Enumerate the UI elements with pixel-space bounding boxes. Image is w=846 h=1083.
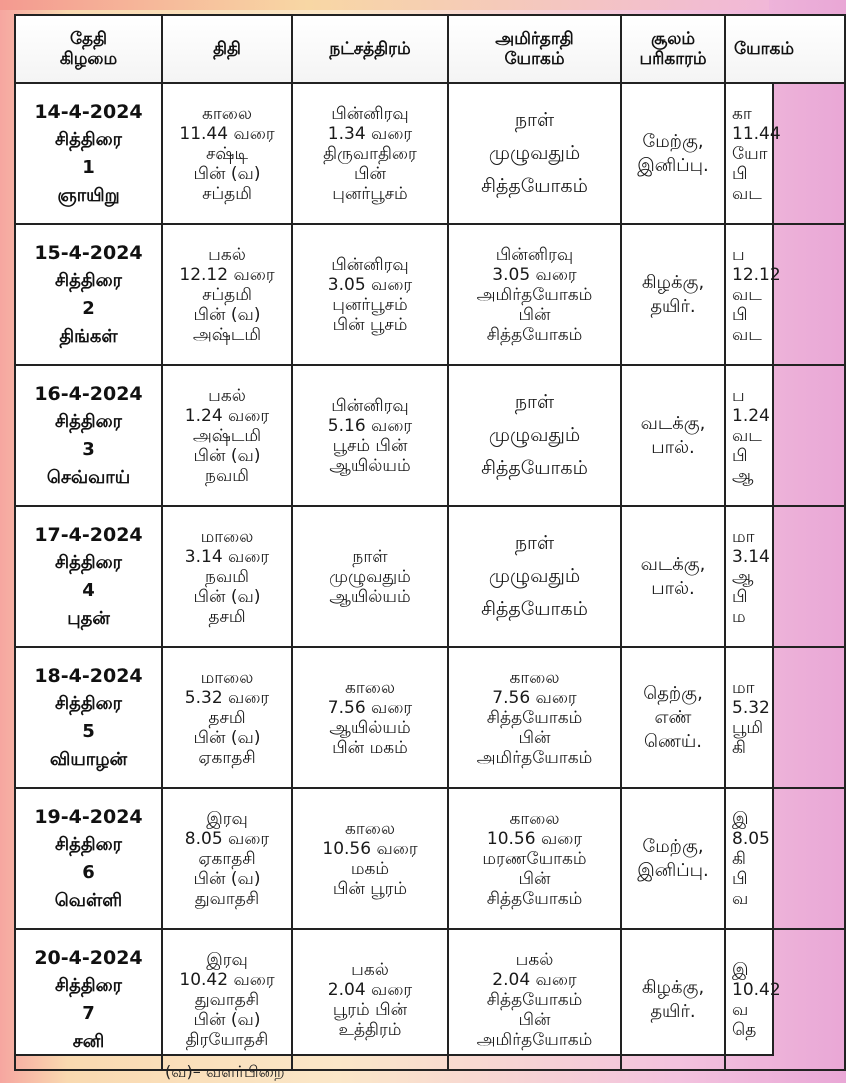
cell-thithi-line: 11.44 வரை [179,123,275,144]
cell-thithi-line: திரயோதசி [185,1029,269,1050]
cell-amirthathi-yogam-line: காலை [509,808,560,829]
cell-nakshatra-line: புனர்பூசம் [332,183,408,204]
cell-yogam-cut [725,929,845,1070]
cell-amirthathi-yogam-line: பின் [518,1009,551,1030]
cell-amirthathi-yogam-line: சித்தயோகம் [486,989,583,1010]
cell-yogam-cut [725,788,845,929]
cell-yogam-cut [725,506,845,647]
cell-amirthathi-yogam-line: பகல் [515,949,554,970]
cell-soolam-pariharam-line: எண் [654,706,692,728]
cell-thithi-line: பின் (வ) [193,445,261,466]
cell-date-line: வெள்ளி [54,889,123,911]
cell-soolam-pariharam-line: கிழக்கு, [641,271,705,293]
cell-yogam-cut-line: ப [732,244,745,265]
cell-amirthathi-yogam-line: முழுவதும் [488,565,581,587]
cell-soolam-pariharam-line: பால். [651,436,695,458]
cell-nakshatra-line: பூசம் பின் [332,435,408,456]
cell-nakshatra-line: பின்னிரவு [331,254,409,275]
cell-amirthathi-yogam-line: நாள் [514,532,555,554]
cell-soolam-pariharam-line: இனிப்பு. [637,859,709,881]
cell-soolam-pariharam-line: மேற்கு, [642,130,704,152]
cell-yogam-cut-line: மா [732,677,755,698]
cell-yogam-cut [725,365,845,506]
table-row [15,224,845,365]
cell-yogam-cut-line: வ [732,999,749,1020]
cell-amirthathi-yogam-line: பின்னிரவு [495,244,574,265]
cell-thithi-line: இரவு [206,808,248,829]
cell-thithi-line: சஷ்டி [206,143,248,164]
cell-date-line: 17-4-2024 [34,523,143,546]
cell-amirthathi-yogam-line: காலை [509,667,560,688]
header-amirthathi-yogam: அமிர்தாதி யோகம் [448,15,621,83]
cell-amirthathi-yogam-line: அமிர்தயோகம் [476,1029,593,1050]
cell-nakshatra [292,788,448,929]
cell-soolam-pariharam-line: வடக்கு, [640,412,706,434]
cell-thithi-line: தசமி [208,707,246,728]
cell-yogam-cut-line: இ [732,959,749,980]
cell-nakshatra-line: பின் மகம் [332,737,408,758]
cell-amirthathi-yogam [448,647,621,788]
cell-amirthathi-yogam-line: நாள் [514,109,555,131]
cell-yogam-cut-line: 8.05 [732,828,770,849]
header-soolam-pariharam: சூலம் பரிகாரம் [621,15,725,83]
cell-thithi-line: துவாதசி [194,888,260,909]
cell-soolam-pariharam [621,506,725,647]
cell-soolam-pariharam [621,929,725,1070]
cell-nakshatra-line: பின்னிரவு [331,395,409,416]
cell-amirthathi-yogam-line: சித்தயோகம் [481,598,588,620]
cell-date-line: சித்திரை [55,974,122,996]
cell-amirthathi-yogam-line: பின் [518,868,551,889]
cell-date [15,506,162,647]
cell-thithi-line: பின் (வ) [193,163,261,184]
cell-date-line: சனி [72,1030,105,1052]
cell-yogam-cut-line: ஆ [732,566,754,587]
cell-nakshatra-line: காலை [345,677,395,698]
cell-nakshatra-line: 7.56 வரை [327,697,413,718]
table-row [15,647,845,788]
cell-yogam-cut-line: பி [732,868,748,889]
cell-yogam-cut-line: பி [732,586,748,607]
cell-date [15,647,162,788]
cell-nakshatra-line: முழுவதும் [329,566,411,587]
cell-date-line: சித்திரை [55,410,122,432]
cell-nakshatra-line: நாள் [352,546,388,567]
cell-thithi [162,224,292,365]
cell-nakshatra-line: 3.05 வரை [327,274,413,295]
cell-thithi-line: பின் (வ) [193,868,261,889]
cell-nakshatra-line: பூரம் பின் [332,999,408,1020]
cell-soolam-pariharam [621,83,725,224]
cell-soolam-pariharam [621,788,725,929]
cell-thithi-line: பகல் [208,244,246,265]
cell-date-line: சித்திரை [55,833,122,855]
cell-nakshatra-line: பின் பூரம் [332,878,408,899]
cell-yogam-cut [725,647,845,788]
cell-nakshatra [292,224,448,365]
header-nakshatra: நட்சத்திரம் [292,15,448,83]
cell-soolam-pariharam-line: தயிர். [650,1000,696,1022]
cell-thithi-line: ஏகாதசி [198,747,256,768]
cell-yogam-cut-line: பூமி [732,717,764,738]
cell-soolam-pariharam-line: பால். [651,577,695,599]
cell-soolam-pariharam-line: தயிர். [650,295,696,317]
cell-nakshatra-line: திருவாதிரை [323,143,417,164]
cell-soolam-pariharam-line: தெற்கு, [643,682,703,704]
cell-yogam-cut-line: 11.44 [732,123,781,144]
cell-thithi-line: துவாதசி [194,989,260,1010]
cell-yogam-cut-line: 12.12 [732,264,781,285]
cell-date-line: 14-4-2024 [34,100,143,123]
cell-date-line: புதன் [67,607,110,629]
cell-thithi-line: பின் (வ) [193,727,261,748]
cell-amirthathi-yogam [448,224,621,365]
cell-thithi-line: 10.42 வரை [179,969,275,990]
cell-nakshatra-line: ஆயில்யம் [329,455,411,476]
cell-date-line: 3 [82,438,95,460]
cell-thithi-line: சப்தமி [202,284,252,305]
cell-date-line: 5 [82,720,95,742]
cell-nakshatra-line: பின் [354,163,386,184]
cell-thithi-line: 12.12 வரை [179,264,275,285]
table-row [15,929,845,1070]
table-row [15,365,845,506]
cell-thithi [162,365,292,506]
cell-date-line: 2 [82,297,95,319]
cell-amirthathi-yogam-line: முழுவதும் [488,424,581,446]
table-row [15,788,845,929]
cell-thithi-line: மாலை [200,667,254,688]
header-thithi: திதி [162,15,292,83]
cell-thithi-line: மாலை [200,526,254,547]
cell-thithi-line: காலை [202,103,252,124]
cell-thithi-line: அஷ்டமி [192,425,262,446]
cell-amirthathi-yogam-line: அமிர்தயோகம் [476,747,593,768]
cell-yogam-cut-line: பி [732,445,748,466]
cell-thithi-line: சப்தமி [202,183,252,204]
cell-yogam-cut-line: வட [732,425,762,446]
cell-date-line: 7 [82,1002,95,1024]
cell-date-line: 16-4-2024 [34,382,143,405]
cell-amirthathi-yogam [448,83,621,224]
cell-yogam-cut-line: வட [732,183,762,204]
panchangam-table [14,14,846,1071]
cell-yogam-cut-line: 3.14 [732,546,770,567]
cell-yogam-cut-line: 5.32 [732,697,770,718]
cell-yogam-cut-line: பி [732,163,748,184]
cell-yogam-cut-line: பி [732,304,748,325]
cell-date-line: 20-4-2024 [34,946,143,969]
panchangam-table-sheet [14,14,795,1056]
cell-date-line: 1 [82,156,95,178]
cell-yogam-cut-line: ம [732,606,746,627]
table-row [15,83,845,224]
cell-soolam-pariharam [621,365,725,506]
cell-thithi-line: பின் (வ) [193,1009,261,1030]
cell-thithi-line: 3.14 வரை [184,546,270,567]
cell-amirthathi-yogam-line: சித்தயோகம் [486,324,583,345]
cell-thithi-line: 8.05 வரை [184,828,270,849]
cell-yogam-cut-line: யோ [732,143,768,164]
cell-nakshatra-line: காலை [345,818,395,839]
cell-thithi-line: 1.24 வரை [184,405,270,426]
cell-yogam-cut-line: தெ [732,1019,757,1040]
top-decorative-strip [0,0,769,10]
cell-thithi [162,83,292,224]
cell-nakshatra-line: 1.34 வரை [327,123,413,144]
cell-yogam-cut-line: கி [732,737,746,758]
cell-yogam-cut-line: இ [732,808,749,829]
cell-date-line: 18-4-2024 [34,664,143,687]
cell-amirthathi-yogam [448,365,621,506]
cell-thithi-line: தசமி [208,606,246,627]
cell-yogam-cut-line: வட [732,284,762,305]
cell-thithi-line: பின் (வ) [193,304,261,325]
cell-date-line: 6 [82,861,95,883]
cell-thithi-line: பின் (வ) [193,586,261,607]
cell-amirthathi-yogam-line: சித்தயோகம் [481,457,588,479]
cell-nakshatra-line: 5.16 வரை [327,415,413,436]
cell-date-line: 4 [82,579,95,601]
cell-amirthathi-yogam-line: சித்தயோகம் [486,707,583,728]
cell-thithi-line: 5.32 வரை [184,687,270,708]
cell-amirthathi-yogam-line: சித்தயோகம் [486,888,583,909]
cell-amirthathi-yogam-line: அமிர்தயோகம் [476,284,593,305]
cell-nakshatra [292,929,448,1070]
cell-thithi [162,929,292,1070]
cell-yogam-cut-line: வ [732,888,749,909]
cell-amirthathi-yogam-line: பின் [518,304,551,325]
cell-amirthathi-yogam-line: 7.56 வரை [492,687,577,708]
cell-date-line: 19-4-2024 [34,805,143,828]
cell-amirthathi-yogam [448,788,621,929]
header-date-day: தேதி கிழமை [15,15,162,83]
cell-thithi-line: பகல் [208,385,246,406]
cell-date-line: ஞாயிறு [57,184,120,206]
footnote-legend: (வ)– வளர்பிறை [165,1062,285,1081]
cell-thithi-line: அஷ்டமி [192,324,262,345]
cell-nakshatra-line: 10.56 வரை [322,838,418,859]
cell-amirthathi-yogam-line: மரணயோகம் [482,848,587,869]
cell-amirthathi-yogam-line: 3.05 வரை [492,264,577,285]
cell-date-line: சித்திரை [55,551,122,573]
cell-soolam-pariharam-line: ணெய். [643,730,703,752]
cell-nakshatra-line: ஆயில்யம் [329,586,411,607]
cell-yogam-cut-line: வட [732,324,762,345]
cell-thithi-line: இரவு [206,949,248,970]
cell-soolam-pariharam-line: மேற்கு, [642,835,704,857]
cell-amirthathi-yogam-line: நாள் [514,391,555,413]
cell-thithi-line: நவமி [205,566,249,587]
cell-amirthathi-yogam-line: 10.56 வரை [486,828,583,849]
cell-yogam-cut-line: கா [732,103,752,124]
cell-soolam-pariharam [621,647,725,788]
cell-date [15,788,162,929]
cell-amirthathi-yogam-line: சித்தயோகம் [481,175,588,197]
cell-date-line: சித்திரை [55,269,122,291]
cell-date [15,929,162,1070]
cell-yogam-cut-line: கி [732,848,746,869]
cell-nakshatra-line: 2.04 வரை [327,979,413,1000]
cell-nakshatra [292,83,448,224]
cell-nakshatra-line: பின் பூசம் [332,314,408,335]
cell-date-line: வியாழன் [49,748,128,770]
cell-yogam-cut-line: ஆ [732,465,754,486]
cell-date-line: சித்திரை [55,692,122,714]
cell-yogam-cut-line: மா [732,526,755,547]
cell-thithi [162,647,292,788]
cell-nakshatra [292,506,448,647]
cell-nakshatra-line: பின்னிரவு [331,103,409,124]
cell-soolam-pariharam-line: கிழக்கு, [641,976,705,998]
cell-soolam-pariharam-line: வடக்கு, [640,553,706,575]
cell-thithi [162,506,292,647]
cell-nakshatra-line: பகல் [351,959,389,980]
cell-nakshatra-line: உத்திரம் [338,1019,402,1040]
cell-yogam-cut-line: 1.24 [732,405,770,426]
cell-date-line: சித்திரை [55,128,122,150]
cell-nakshatra-line: ஆயில்யம் [329,717,411,738]
cell-soolam-pariharam-line: இனிப்பு. [637,154,709,176]
header-yogam-cut: யோகம் [725,15,845,83]
cell-amirthathi-yogam [448,929,621,1070]
cell-amirthathi-yogam [448,506,621,647]
cell-date-line: திங்கள் [59,325,118,347]
cell-thithi-line: நவமி [205,465,249,486]
cell-date [15,224,162,365]
cell-yogam-cut [725,224,845,365]
cell-soolam-pariharam [621,224,725,365]
cell-date [15,365,162,506]
cell-amirthathi-yogam-line: முழுவதும் [488,142,581,164]
cell-nakshatra-line: புனர்பூசம் [332,294,408,315]
cell-nakshatra [292,365,448,506]
cell-thithi-line: ஏகாதசி [198,848,256,869]
cell-thithi [162,788,292,929]
cell-nakshatra [292,647,448,788]
cell-amirthathi-yogam-line: பின் [518,727,551,748]
table-header-row [15,15,845,83]
cell-date-line: செவ்வாய் [46,466,131,488]
cell-yogam-cut-line: ப [732,385,745,406]
cell-amirthathi-yogam-line: 2.04 வரை [492,969,577,990]
table-row [15,506,845,647]
cell-yogam-cut [725,83,845,224]
cell-yogam-cut-line: 10.42 [732,979,781,1000]
cell-nakshatra-line: மகம் [350,858,390,879]
cell-date-line: 15-4-2024 [34,241,143,264]
cell-date [15,83,162,224]
